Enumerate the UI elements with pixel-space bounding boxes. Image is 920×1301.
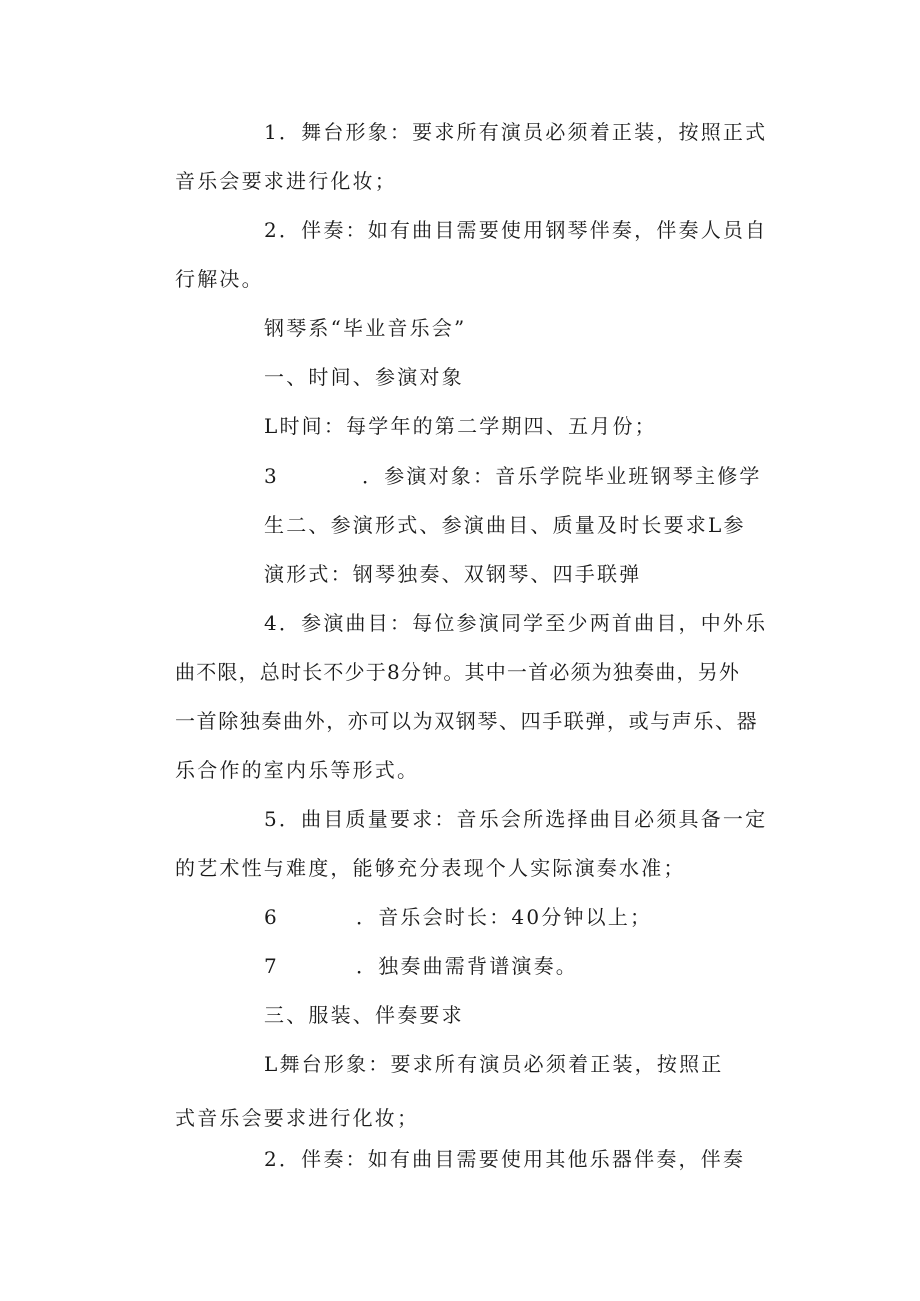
- section-heading: 三、服装、伴奏要求: [264, 1003, 464, 1027]
- paragraph-line: 一首除独奏曲外，亦可以为双钢琴、四手联弹，或与声乐、器: [175, 709, 759, 733]
- paragraph-line: 曲不限，总时长不少于8分钟。其中一首必须为独奏曲，另外: [175, 660, 741, 684]
- list-number: 3: [264, 464, 277, 488]
- paragraph-line: 生二、参演形式、参演曲目、质量及时长要求L参: [264, 513, 746, 537]
- list-number: 7: [264, 954, 277, 978]
- paragraph-line: 2．伴奏：如有曲目需要使用钢琴伴奏，伴奏人员自: [264, 218, 768, 242]
- paragraph-line: 式音乐会要求进行化妆；: [175, 1106, 420, 1130]
- paragraph-line: 乐合作的室内乐等形式。: [175, 758, 420, 782]
- paragraph-line: 演形式：钢琴独奏、双钢琴、四手联弹: [264, 562, 642, 586]
- paragraph-line: 2．伴奏：如有曲目需要使用其他乐器伴奏，伴奏: [264, 1147, 746, 1171]
- section-heading: 一、时间、参演对象: [264, 365, 464, 389]
- paragraph-line: L舞台形象：要求所有演员必须着正装，按照正: [264, 1052, 724, 1076]
- section-title: 钢琴系“毕业音乐会”: [264, 316, 467, 340]
- list-number: 6: [264, 905, 277, 929]
- paragraph-line: ．独奏曲需背谱演奏。: [356, 954, 578, 978]
- paragraph-line: ．音乐会时长：40分钟以上；: [356, 905, 653, 929]
- paragraph-line: 的艺术性与难度，能够充分表现个人实际演奏水准；: [175, 856, 686, 880]
- paragraph-line: 4．参演曲目：每位参演同学至少两首曲目，中外乐: [264, 611, 768, 635]
- paragraph-line: 音乐会要求进行化妆；: [175, 169, 397, 193]
- paragraph-line: L时间：每学年的第二学期四、五月份；: [264, 414, 657, 438]
- paragraph-line: 5．曲目质量要求：音乐会所选择曲目必须具备一定: [264, 807, 768, 831]
- paragraph-line: ．参演对象：音乐学院毕业班钢琴主修学: [362, 464, 762, 488]
- paragraph-line: 行解决。: [175, 267, 264, 291]
- paragraph-line: 1．舞台形象：要求所有演员必须着正装，按照正式: [264, 120, 768, 144]
